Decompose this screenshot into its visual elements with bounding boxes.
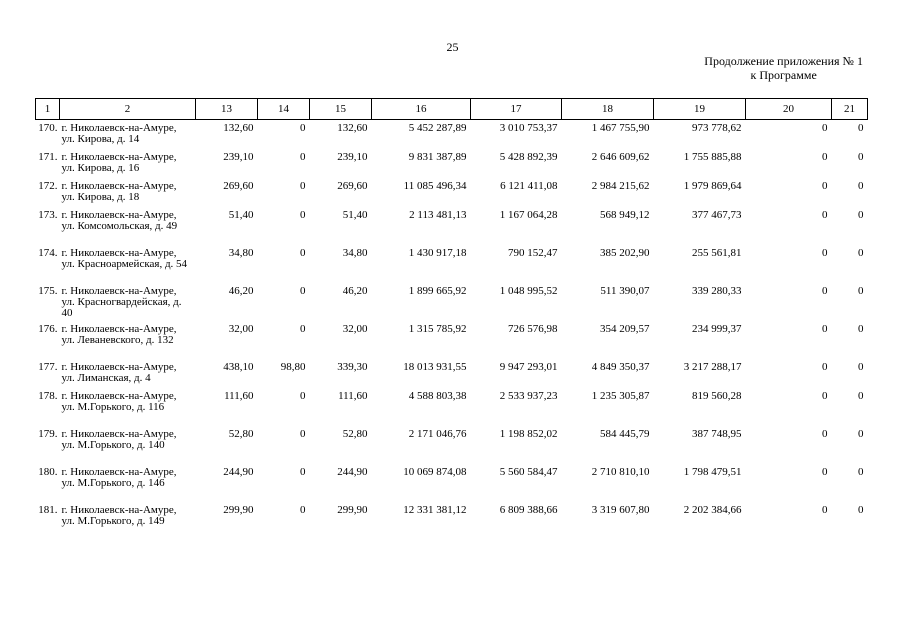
continuation-line-2: к Программе — [750, 68, 817, 82]
cell-value-17: 5 428 892,39 — [499, 150, 558, 163]
cell-value-20: 0 — [822, 465, 828, 478]
cell-value-15: 52,80 — [342, 427, 368, 440]
cell-value-18: 354 209,57 — [600, 322, 650, 335]
cell-value-15: 239,10 — [337, 150, 368, 163]
table-row — [36, 149, 868, 178]
header-cell-15: 15 — [310, 99, 372, 120]
cell-value-14: 0 — [300, 179, 306, 192]
cell-value-15: 339,30 — [337, 360, 368, 373]
cell-row-number: 177. — [38, 360, 58, 373]
table-row — [36, 120, 868, 149]
header-cell-20: 20 — [746, 99, 832, 120]
cell-value-17: 1 167 064,28 — [499, 208, 558, 221]
cell-value-17: 5 560 584,47 — [499, 465, 558, 478]
cell-value-13: 34,80 — [228, 246, 254, 259]
header-cell-13: 13 — [196, 99, 258, 120]
cell-value-20: 0 — [822, 284, 828, 297]
table-row — [36, 178, 868, 207]
continuation-note — [704, 54, 863, 82]
cell-value-15: 132,60 — [337, 122, 368, 134]
cell-value-21: 0 — [858, 179, 864, 192]
cell-value-21: 0 — [858, 246, 864, 259]
cell-row-number: 174. — [38, 246, 58, 259]
cell-address: г. Николаевск-на-Амуре, ул. Леваневского, д. 132 — [61, 322, 177, 346]
cell-value-21: 0 — [858, 503, 864, 516]
table-row — [36, 207, 868, 245]
cell-value-15: 244,90 — [337, 465, 368, 478]
cell-value-18: 2 646 609,62 — [591, 150, 650, 163]
cell-value-16: 1 899 665,92 — [408, 284, 467, 297]
cell-value-19: 973 778,62 — [692, 122, 742, 134]
cell-value-15: 32,00 — [342, 322, 368, 335]
cell-address: г. Николаевск-на-Амуре, ул. М.Горького, д. 116 — [61, 389, 177, 413]
cell-value-18: 2 984 215,62 — [591, 179, 650, 192]
cell-address: г. Николаевск-на-Амуре, ул. Кирова, д. 18 — [61, 179, 177, 203]
cell-value-18: 584 445,79 — [600, 427, 650, 440]
cell-address: г. Николаевск-на-Амуре, ул. М.Горького, д. 146 — [61, 465, 177, 489]
cell-value-21: 0 — [858, 465, 864, 478]
cell-value-21: 0 — [858, 284, 864, 297]
cell-value-20: 0 — [822, 246, 828, 259]
cell-row-number: 173. — [38, 208, 58, 221]
cell-row-number: 171. — [38, 150, 58, 163]
cell-value-20: 0 — [822, 208, 828, 221]
cell-value-19: 255 561,81 — [692, 246, 742, 259]
cell-address: г. Николаевск-на-Амуре, ул. Красноармейская, д. 54 — [61, 246, 188, 270]
cell-value-19: 234 999,37 — [692, 322, 742, 335]
table-row — [36, 321, 868, 359]
cell-value-16: 18 013 931,55 — [403, 360, 467, 373]
table-body — [36, 120, 868, 540]
cell-value-13: 239,10 — [223, 150, 254, 163]
cell-value-19: 339 280,33 — [692, 284, 742, 297]
cell-value-18: 511 390,07 — [600, 284, 650, 297]
cell-value-16: 1 315 785,92 — [408, 322, 467, 335]
cell-value-13: 438,10 — [223, 360, 254, 373]
cell-value-14: 0 — [300, 322, 306, 335]
cell-row-number: 175. — [38, 284, 58, 297]
cell-value-13: 299,90 — [223, 503, 254, 516]
header-cell-1: 1 — [36, 99, 60, 120]
cell-value-19: 1 798 479,51 — [683, 465, 742, 478]
cell-value-15: 46,20 — [342, 284, 368, 297]
cell-address: г. Николаевск-на-Амуре, ул. Комсомольская, д. 49 — [61, 208, 178, 232]
cell-value-21: 0 — [858, 427, 864, 440]
cell-address: г. Николаевск-на-Амуре, ул. Красногвардейская, д. 40 — [61, 284, 182, 319]
cell-value-15: 34,80 — [342, 246, 368, 259]
cell-value-15: 111,60 — [338, 389, 368, 402]
cell-value-17: 2 533 937,23 — [499, 389, 558, 402]
continuation-line-1: Продолжение приложения № 1 — [704, 54, 863, 68]
header-cell-2: 2 — [60, 99, 196, 120]
cell-address: г. Николаевск-на-Амуре, ул. Лиманская, д. 4 — [61, 360, 177, 384]
cell-value-17: 6 809 388,66 — [499, 503, 558, 516]
cell-address: г. Николаевск-на-Амуре, ул. Кирова, д. 16 — [61, 150, 177, 174]
cell-value-20: 0 — [822, 150, 828, 163]
table-row — [36, 245, 868, 283]
cell-value-16: 4 588 803,38 — [408, 389, 467, 402]
cell-value-17: 6 121 411,08 — [500, 179, 558, 192]
cell-value-16: 1 430 917,18 — [408, 246, 467, 259]
cell-value-14: 0 — [300, 427, 306, 440]
cell-value-19: 1 979 869,64 — [683, 179, 742, 192]
cell-value-18: 385 202,90 — [600, 246, 650, 259]
cell-row-number: 179. — [38, 427, 58, 440]
header-cell-14: 14 — [258, 99, 310, 120]
header-cell-16: 16 — [372, 99, 471, 120]
cell-value-19: 1 755 885,88 — [683, 150, 742, 163]
cell-value-17: 3 010 753,37 — [499, 122, 558, 134]
cell-value-15: 299,90 — [337, 503, 368, 516]
header-cell-21: 21 — [832, 99, 868, 120]
cell-value-13: 269,60 — [223, 179, 254, 192]
cell-value-18: 3 319 607,80 — [591, 503, 650, 516]
cell-value-13: 132,60 — [223, 122, 254, 134]
cell-value-18: 1 235 305,87 — [591, 389, 650, 402]
cell-address: г. Николаевск-на-Амуре, ул. Кирова, д. 14 — [61, 122, 177, 145]
data-table — [35, 98, 868, 540]
cell-value-21: 0 — [858, 322, 864, 335]
cell-value-16: 9 831 387,89 — [408, 150, 467, 163]
cell-value-13: 46,20 — [228, 284, 254, 297]
cell-value-19: 3 217 288,17 — [683, 360, 742, 373]
cell-value-16: 2 171 046,76 — [408, 427, 467, 440]
cell-row-number: 178. — [38, 389, 58, 402]
cell-value-17: 9 947 293,01 — [499, 360, 558, 373]
cell-value-14: 0 — [300, 284, 306, 297]
cell-value-13: 32,00 — [228, 322, 254, 335]
cell-value-16: 5 452 287,89 — [408, 122, 467, 134]
cell-value-21: 0 — [858, 122, 864, 134]
cell-value-14: 0 — [300, 150, 306, 163]
cell-value-19: 387 748,95 — [692, 427, 742, 440]
cell-value-13: 111,60 — [224, 389, 254, 402]
cell-value-16: 2 113 481,13 — [409, 208, 467, 221]
cell-value-14: 98,80 — [280, 360, 306, 373]
cell-value-16: 12 331 381,12 — [403, 503, 467, 516]
cell-value-21: 0 — [858, 360, 864, 373]
cell-value-17: 1 048 995,52 — [499, 284, 558, 297]
cell-value-18: 1 467 755,90 — [591, 122, 650, 134]
cell-value-16: 11 085 496,34 — [403, 179, 467, 192]
table-row — [36, 426, 868, 464]
cell-value-19: 819 560,28 — [692, 389, 742, 402]
cell-value-18: 4 849 350,37 — [591, 360, 650, 373]
cell-value-14: 0 — [300, 465, 306, 478]
table-row — [36, 359, 868, 388]
cell-value-14: 0 — [300, 208, 306, 221]
cell-value-13: 51,40 — [228, 208, 254, 221]
cell-row-number: 176. — [38, 322, 58, 335]
cell-value-14: 0 — [300, 389, 306, 402]
cell-row-number: 181. — [38, 503, 58, 516]
header-cell-17: 17 — [471, 99, 562, 120]
table-row — [36, 283, 868, 321]
cell-value-15: 269,60 — [337, 179, 368, 192]
cell-value-21: 0 — [858, 150, 864, 163]
cell-value-13: 52,80 — [228, 427, 254, 440]
table-row — [36, 464, 868, 502]
page-number: 25 — [446, 40, 459, 54]
cell-value-20: 0 — [822, 122, 828, 134]
cell-address: г. Николаевск-на-Амуре, ул. М.Горького, д. 149 — [61, 503, 177, 527]
header-cell-19: 19 — [654, 99, 746, 120]
cell-value-20: 0 — [822, 427, 828, 440]
cell-row-number: 170. — [38, 122, 58, 134]
table-row — [36, 388, 868, 426]
cell-value-19: 2 202 384,66 — [683, 503, 742, 516]
cell-value-14: 0 — [300, 122, 306, 134]
cell-value-14: 0 — [300, 246, 306, 259]
table-row — [36, 502, 868, 540]
cell-value-15: 51,40 — [342, 208, 368, 221]
cell-row-number: 172. — [38, 179, 58, 192]
cell-value-13: 244,90 — [223, 465, 254, 478]
cell-row-number: 180. — [38, 465, 58, 478]
cell-address: г. Николаевск-на-Амуре, ул. М.Горького, д. 140 — [61, 427, 177, 451]
cell-value-17: 726 576,98 — [508, 322, 558, 335]
cell-value-20: 0 — [822, 503, 828, 516]
cell-value-21: 0 — [858, 389, 864, 402]
cell-value-14: 0 — [300, 503, 306, 516]
cell-value-16: 10 069 874,08 — [403, 465, 467, 478]
header-cell-18: 18 — [562, 99, 654, 120]
header-row — [36, 99, 868, 120]
cell-value-20: 0 — [822, 322, 828, 335]
cell-value-18: 568 949,12 — [600, 208, 650, 221]
cell-value-18: 2 710 810,10 — [591, 465, 650, 478]
cell-value-17: 1 198 852,02 — [499, 427, 558, 440]
cell-value-20: 0 — [822, 179, 828, 192]
cell-value-20: 0 — [822, 389, 828, 402]
cell-value-20: 0 — [822, 360, 828, 373]
cell-value-17: 790 152,47 — [508, 246, 558, 259]
cell-value-21: 0 — [858, 208, 864, 221]
cell-value-19: 377 467,73 — [692, 208, 742, 221]
